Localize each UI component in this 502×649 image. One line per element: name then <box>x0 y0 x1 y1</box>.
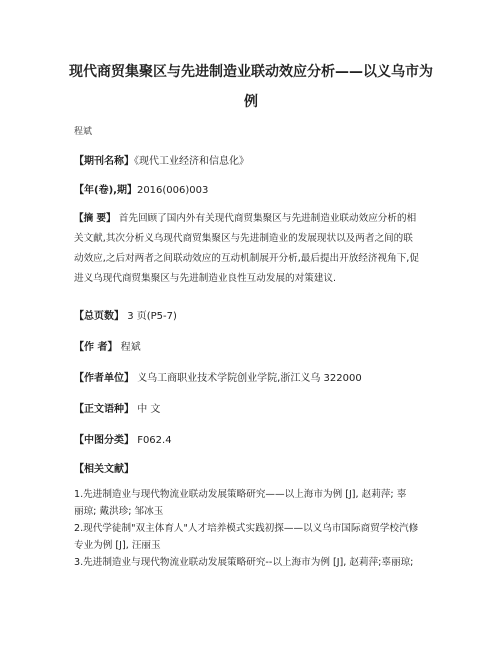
related-label: 【相关文献】 <box>74 464 134 475</box>
clc-row <box>74 434 434 448</box>
related-references <box>74 486 434 571</box>
language-label: 【正文语种】 <box>74 404 134 415</box>
affiliation-label: 【作者单位】 <box>74 373 134 384</box>
language-value: 中 文 <box>137 404 161 415</box>
author-row <box>74 341 434 355</box>
reference-line: 2.现代学徒制"双主体育人"人才培养模式实践初探——以义乌市国际商贸学校汽修 <box>74 523 419 534</box>
affiliation-row <box>74 372 434 386</box>
pages-label: 【总页数】 <box>74 311 124 322</box>
pages-value: 3 页(P5-7) <box>127 311 177 322</box>
clc-value: F062.4 <box>137 435 172 446</box>
pages-row <box>74 310 434 324</box>
year-issue-label: 【年(卷),期】 <box>74 185 137 196</box>
journal-value: 《现代工业经济和信息化》 <box>134 156 249 167</box>
year-issue-value: 2016(006)003 <box>136 185 209 196</box>
clc-label: 【中图分类】 <box>74 435 134 446</box>
related-heading-row <box>74 463 434 477</box>
abstract-line <box>74 209 434 229</box>
year-issue-row <box>74 184 434 198</box>
journal-row <box>74 155 434 169</box>
reference-line: 1.先进制造业与现代物流业联动发展策略研究——以上海市为例 [J], 赵莉萍; 辜 <box>74 489 407 500</box>
language-row <box>74 403 434 417</box>
document-title-line-2: 例 <box>244 94 258 110</box>
document-title-line-1: 现代商贸集聚区与先进制造业联动效应分析——以义乌市为 <box>69 64 433 80</box>
reference-line: 3.先进制造业与现代物流业联动发展策略研究--以上海市为例 [J], 赵莉萍;辜丽琼; <box>74 557 414 568</box>
reference-line: 丽琼; 戴洪珍; 邹冰玉 <box>74 506 164 517</box>
journal-label: 【期刊名称】 <box>74 156 134 167</box>
affiliation-value: 义乌工商职业技术学院创业学院,浙江义乌 322000 <box>137 373 362 384</box>
author-byline: 程斌 <box>74 127 93 137</box>
abstract-label: 【摘 要】 <box>74 213 116 224</box>
abstract-line: 动效应,之后对两者之间联动效应的互动机制展开分析,最后提出开放经济视角下,促 <box>74 253 419 264</box>
abstract-block <box>74 209 434 289</box>
author-label: 【作 者】 <box>74 342 118 353</box>
abstract-line: 进义乌现代商贸集聚区与先进制造业良性互动发展的对策建议. <box>74 273 337 284</box>
abstract-line: 关文献,其次分析义乌现代商贸集聚区与先进制造业的发展现状以及两者之间的联 <box>74 233 413 244</box>
abstract-text: 首先回顾了国内外有关现代商贸集聚区与先进制造业联动效应分析的相 <box>118 213 417 224</box>
author-value: 程斌 <box>120 342 141 353</box>
reference-line: 专业为例 [J], 汪丽玉 <box>74 540 161 551</box>
